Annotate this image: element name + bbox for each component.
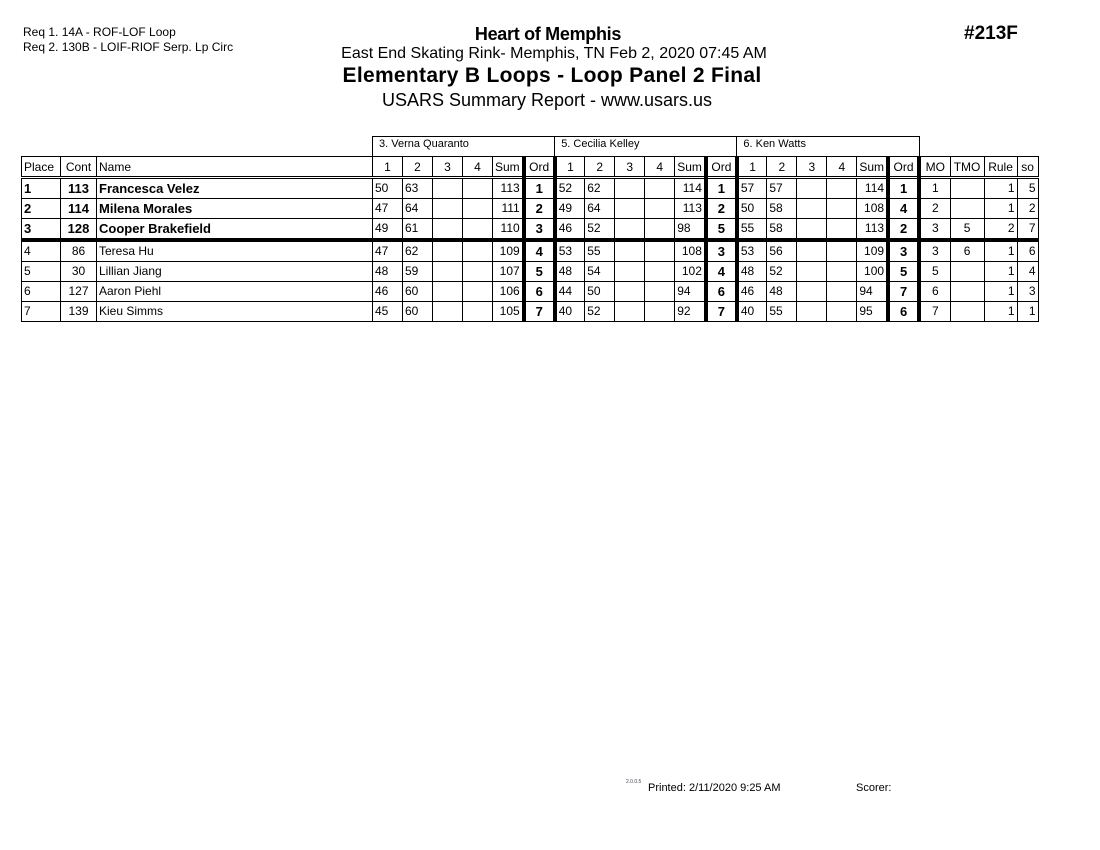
judge-1-score-4 — [463, 240, 493, 262]
judge-1-score-1: 47 — [373, 240, 403, 262]
mo-cell: 2 — [919, 199, 950, 219]
judge-2-score-4 — [645, 302, 675, 322]
judge-2-sum: 113 — [675, 199, 706, 219]
col-so: so — [1017, 157, 1038, 178]
col-j3-ord: Ord — [888, 157, 919, 178]
col-j1-sum: Sum — [493, 157, 524, 178]
judge-1-sum: 106 — [493, 282, 524, 302]
rule-cell: 1 — [984, 178, 1017, 199]
tmo-cell — [950, 199, 984, 219]
judge-1-ordinal: 7 — [524, 302, 555, 322]
judge-3-score-4 — [827, 199, 857, 219]
col-name: Name — [97, 157, 373, 178]
judge-header-row — [22, 137, 1039, 157]
judge-1-ordinal: 1 — [524, 178, 555, 199]
judge-1-sum: 107 — [493, 262, 524, 282]
judge-2-ordinal: 3 — [706, 240, 737, 262]
scorer-label: Scorer: — [856, 782, 892, 794]
place-cell: 6 — [22, 282, 61, 302]
judge-2-score-1: 52 — [555, 178, 585, 199]
judge-2-score-1: 46 — [555, 219, 585, 241]
judge-1-sum: 113 — [493, 178, 524, 199]
judge-3-score-2: 55 — [767, 302, 797, 322]
judge-3-score-3 — [797, 302, 827, 322]
judge-2-score-4 — [645, 240, 675, 262]
col-mo: MO — [919, 157, 950, 178]
judge-2-score-1: 44 — [555, 282, 585, 302]
judge-1-score-3 — [433, 178, 463, 199]
judge-3-ordinal: 7 — [888, 282, 919, 302]
judge-1-score-3 — [433, 262, 463, 282]
report-title: USARS Summary Report - www.usars.us — [381, 90, 713, 110]
cont-cell: 128 — [61, 219, 97, 241]
judge-3-sum: 95 — [857, 302, 888, 322]
col-j1-s4: 4 — [463, 157, 493, 178]
mo-cell: 7 — [919, 302, 950, 322]
judge-2-score-3 — [615, 240, 645, 262]
judge-3-score-4 — [827, 282, 857, 302]
table-row — [22, 178, 1039, 199]
judge-1-sum: 111 — [493, 199, 524, 219]
judge-2-sum: 98 — [675, 219, 706, 241]
judge-2-ordinal: 7 — [706, 302, 737, 322]
event-number: #213F — [964, 23, 1018, 44]
judge-3-sum: 94 — [857, 282, 888, 302]
judge-2-score-1: 40 — [555, 302, 585, 322]
judge-2-sum: 108 — [675, 240, 706, 262]
judge-3-score-4 — [827, 219, 857, 241]
judge-1-score-1: 46 — [373, 282, 403, 302]
col-j2-s4: 4 — [645, 157, 675, 178]
judge-1-score-1: 48 — [373, 262, 403, 282]
judge-3-sum: 113 — [857, 219, 888, 241]
col-j2-s2: 2 — [585, 157, 615, 178]
col-j3-s3: 3 — [797, 157, 827, 178]
judge-3-ordinal: 4 — [888, 199, 919, 219]
rule-cell: 2 — [984, 219, 1017, 241]
judge-3-score-4 — [827, 240, 857, 262]
col-j1-s3: 3 — [433, 157, 463, 178]
so-cell: 4 — [1017, 262, 1038, 282]
name-cell: Aaron Piehl — [97, 282, 373, 302]
judge-2-sum: 114 — [675, 178, 706, 199]
tmo-cell: 5 — [950, 219, 984, 241]
judge-3-score-3 — [797, 199, 827, 219]
judge-2-score-2: 55 — [585, 240, 615, 262]
so-cell: 7 — [1017, 219, 1038, 241]
judge-3-sum: 100 — [857, 262, 888, 282]
judge-1-score-4 — [463, 302, 493, 322]
judge-2-score-3 — [615, 219, 645, 241]
judge-1-score-4 — [463, 219, 493, 241]
judge-2-ordinal: 1 — [706, 178, 737, 199]
judge-3-score-3 — [797, 240, 827, 262]
rule-cell: 1 — [984, 282, 1017, 302]
judge-3-score-4 — [827, 302, 857, 322]
rule-cell: 1 — [984, 302, 1017, 322]
judge-2-sum: 92 — [675, 302, 706, 322]
place-cell: 7 — [22, 302, 61, 322]
judge-1-score-4 — [463, 178, 493, 199]
place-cell: 5 — [22, 262, 61, 282]
judge-1-score-4 — [463, 262, 493, 282]
judge-3-score-1: 40 — [737, 302, 767, 322]
tmo-cell — [950, 302, 984, 322]
venue-line: East End Skating Rink- Memphis, TN Feb 2, 2020 07:45 AM — [341, 45, 767, 62]
judge-1-ordinal: 6 — [524, 282, 555, 302]
judge-3-score-1: 48 — [737, 262, 767, 282]
so-cell: 5 — [1017, 178, 1038, 199]
judge-2-score-3 — [615, 199, 645, 219]
judge-3-score-2: 52 — [767, 262, 797, 282]
col-j2-s1: 1 — [555, 157, 585, 178]
tmo-cell — [950, 262, 984, 282]
mo-cell: 1 — [919, 178, 950, 199]
judge-2-score-4 — [645, 199, 675, 219]
name-cell: Francesca Velez — [97, 178, 373, 199]
rule-cell: 1 — [984, 240, 1017, 262]
judge-2-score-3 — [615, 262, 645, 282]
judge-3-sum: 109 — [857, 240, 888, 262]
judge-2-score-4 — [645, 219, 675, 241]
col-j3-s2: 2 — [767, 157, 797, 178]
place-cell: 1 — [22, 178, 61, 199]
judge-3-score-4 — [827, 262, 857, 282]
judge-1-score-3 — [433, 219, 463, 241]
col-j1-s1: 1 — [373, 157, 403, 178]
judge-1-score-2: 62 — [403, 240, 433, 262]
judge-3-name: 6. Ken Watts — [737, 137, 919, 157]
mo-cell: 3 — [919, 219, 950, 241]
judge-2-score-2: 52 — [585, 302, 615, 322]
judge-3-ordinal: 3 — [888, 240, 919, 262]
judge-3-score-3 — [797, 178, 827, 199]
judge-3-ordinal: 2 — [888, 219, 919, 241]
competition-title: Heart of Memphis — [474, 24, 622, 44]
judge-3-score-2: 48 — [767, 282, 797, 302]
event-title: Elementary B Loops - Loop Panel 2 Final — [342, 64, 762, 87]
table-row — [22, 240, 1039, 262]
judge-1-score-1: 47 — [373, 199, 403, 219]
judge-2-score-1: 49 — [555, 199, 585, 219]
judge-1-sum: 105 — [493, 302, 524, 322]
so-cell: 1 — [1017, 302, 1038, 322]
name-cell: Lillian Jiang — [97, 262, 373, 282]
judge-1-sum: 109 — [493, 240, 524, 262]
col-rule: Rule — [984, 157, 1017, 178]
judge-1-score-2: 60 — [403, 282, 433, 302]
place-cell: 4 — [22, 240, 61, 262]
judge-2-ordinal: 6 — [706, 282, 737, 302]
cont-cell: 114 — [61, 199, 97, 219]
judge-3-score-2: 56 — [767, 240, 797, 262]
cont-cell: 30 — [61, 262, 97, 282]
table-row — [22, 302, 1039, 322]
cont-cell: 86 — [61, 240, 97, 262]
table-row — [22, 262, 1039, 282]
judge-3-score-4 — [827, 178, 857, 199]
judge-3-ordinal: 5 — [888, 262, 919, 282]
judge-3-score-3 — [797, 282, 827, 302]
name-cell: Teresa Hu — [97, 240, 373, 262]
judge-1-score-1: 49 — [373, 219, 403, 241]
judge-2-sum: 102 — [675, 262, 706, 282]
col-j2-sum: Sum — [675, 157, 706, 178]
judge-1-score-2: 61 — [403, 219, 433, 241]
so-cell: 3 — [1017, 282, 1038, 302]
judge-2-score-4 — [645, 178, 675, 199]
judge-1-score-1: 50 — [373, 178, 403, 199]
judge-1-score-1: 45 — [373, 302, 403, 322]
judge-1-score-3 — [433, 240, 463, 262]
judge-2-score-3 — [615, 282, 645, 302]
judge-3-score-1: 50 — [737, 199, 767, 219]
cont-cell: 139 — [61, 302, 97, 322]
judge-3-score-3 — [797, 262, 827, 282]
judge-3-score-2: 58 — [767, 219, 797, 241]
judge-3-score-1: 53 — [737, 240, 767, 262]
judge-1-score-2: 63 — [403, 178, 433, 199]
name-cell: Milena Morales — [97, 199, 373, 219]
judge-2-score-2: 52 — [585, 219, 615, 241]
judge-1-ordinal: 2 — [524, 199, 555, 219]
requirement-1: Req 1. 14A - ROF-LOF Loop — [23, 25, 176, 39]
col-j3-s1: 1 — [737, 157, 767, 178]
col-place: Place — [22, 157, 61, 178]
col-j1-ord: Ord — [524, 157, 555, 178]
judge-1-score-2: 64 — [403, 199, 433, 219]
col-j1-s2: 2 — [403, 157, 433, 178]
judge-3-score-1: 57 — [737, 178, 767, 199]
judge-2-score-4 — [645, 262, 675, 282]
place-cell: 2 — [22, 199, 61, 219]
judge-1-name: 3. Verna Quaranto — [373, 137, 555, 157]
judge-3-sum: 114 — [857, 178, 888, 199]
results-table — [21, 136, 1039, 322]
rule-cell: 1 — [984, 262, 1017, 282]
judge-2-score-2: 64 — [585, 199, 615, 219]
judge-2-score-1: 48 — [555, 262, 585, 282]
judge-1-sum: 110 — [493, 219, 524, 241]
judge-2-score-3 — [615, 302, 645, 322]
col-j2-ord: Ord — [706, 157, 737, 178]
col-cont: Cont — [61, 157, 97, 178]
judge-1-ordinal: 5 — [524, 262, 555, 282]
col-j2-s3: 3 — [615, 157, 645, 178]
place-cell: 3 — [22, 219, 61, 241]
judge-2-score-2: 54 — [585, 262, 615, 282]
so-cell: 6 — [1017, 240, 1038, 262]
judge-1-score-4 — [463, 282, 493, 302]
tmo-cell — [950, 282, 984, 302]
judge-1-score-3 — [433, 199, 463, 219]
table-row — [22, 199, 1039, 219]
judge-3-score-2: 58 — [767, 199, 797, 219]
table-row — [22, 282, 1039, 302]
software-version: 2.0.0.5 — [626, 779, 642, 785]
judge-1-score-4 — [463, 199, 493, 219]
mo-cell: 6 — [919, 282, 950, 302]
mo-cell: 3 — [919, 240, 950, 262]
judge-3-ordinal: 6 — [888, 302, 919, 322]
so-cell: 2 — [1017, 199, 1038, 219]
judge-2-name: 5. Cecilia Kelley — [555, 137, 737, 157]
mo-cell: 5 — [919, 262, 950, 282]
tmo-cell — [950, 178, 984, 199]
judge-3-ordinal: 1 — [888, 178, 919, 199]
table-row — [22, 219, 1039, 241]
judge-1-score-2: 60 — [403, 302, 433, 322]
judge-2-ordinal: 2 — [706, 199, 737, 219]
judge-2-score-2: 50 — [585, 282, 615, 302]
col-tmo: TMO — [950, 157, 984, 178]
judge-1-score-3 — [433, 302, 463, 322]
judge-3-score-2: 57 — [767, 178, 797, 199]
requirement-2: Req 2. 130B - LOIF-RIOF Serp. Lp Circ — [23, 40, 234, 54]
judge-2-score-3 — [615, 178, 645, 199]
judge-1-score-2: 59 — [403, 262, 433, 282]
name-cell: Kieu Simms — [97, 302, 373, 322]
judge-2-ordinal: 4 — [706, 262, 737, 282]
rule-cell: 1 — [984, 199, 1017, 219]
tmo-cell: 6 — [950, 240, 984, 262]
col-j3-s4: 4 — [827, 157, 857, 178]
cont-cell: 113 — [61, 178, 97, 199]
cont-cell: 127 — [61, 282, 97, 302]
judge-2-score-2: 62 — [585, 178, 615, 199]
judge-3-sum: 108 — [857, 199, 888, 219]
judge-2-score-4 — [645, 282, 675, 302]
col-j3-sum: Sum — [857, 157, 888, 178]
judge-1-ordinal: 4 — [524, 240, 555, 262]
column-header-row — [22, 157, 1039, 178]
judge-1-ordinal: 3 — [524, 219, 555, 241]
judge-3-score-1: 46 — [737, 282, 767, 302]
judge-3-score-1: 55 — [737, 219, 767, 241]
printed-timestamp: Printed: 2/11/2020 9:25 AM — [648, 782, 781, 794]
judge-1-score-3 — [433, 282, 463, 302]
judge-3-score-3 — [797, 219, 827, 241]
judge-2-sum: 94 — [675, 282, 706, 302]
judge-2-ordinal: 5 — [706, 219, 737, 241]
judge-2-score-1: 53 — [555, 240, 585, 262]
name-cell: Cooper Brakefield — [97, 219, 373, 241]
